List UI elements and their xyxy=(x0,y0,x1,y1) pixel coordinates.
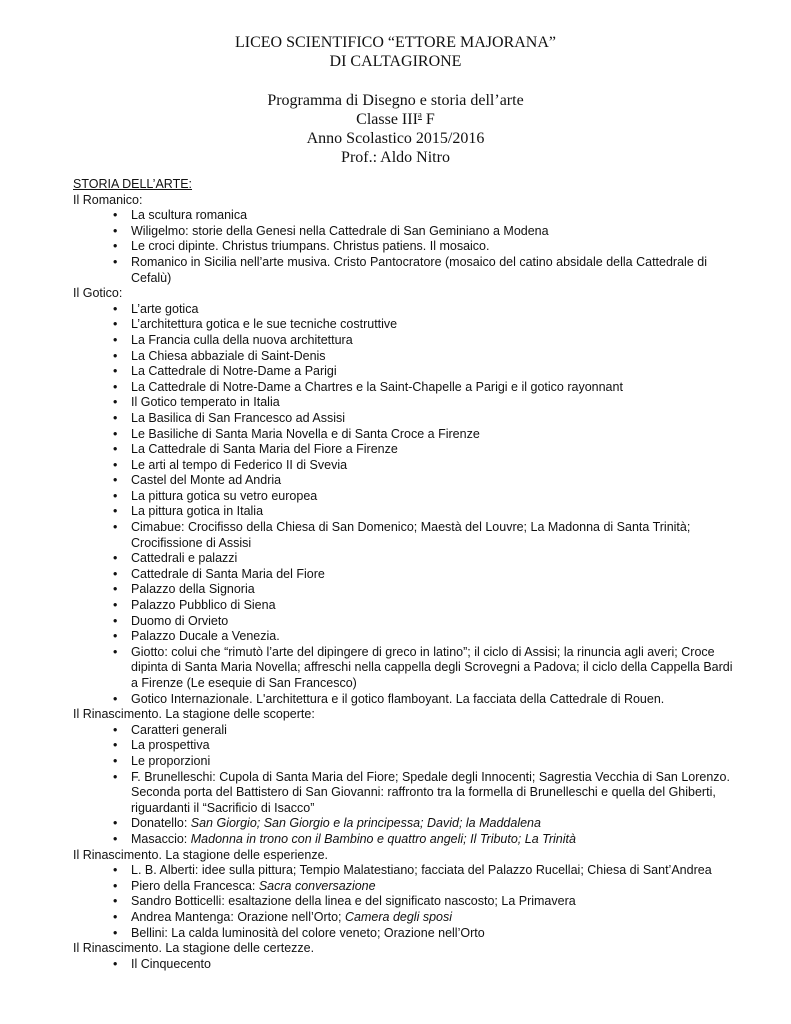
bullet-icon: • xyxy=(113,457,118,472)
list-item: • Castel del Monte ad Andria xyxy=(113,473,282,488)
bullet-icon: • xyxy=(113,208,118,223)
list-item: • Le Basiliche di Santa Maria Novella e di Santa Croce a Firenze xyxy=(113,426,480,441)
list-item: • La Cattedrale di Santa Maria del Fiore a Firenze xyxy=(113,442,398,457)
class-line xyxy=(0,110,791,129)
list-item: • La prospettiva xyxy=(113,738,210,753)
class-superscript: a xyxy=(417,109,422,120)
bullet-icon: • xyxy=(113,909,118,924)
bullet-icon: • xyxy=(113,254,118,269)
group-title-gotico: Il Gotico: xyxy=(73,286,123,301)
document-header xyxy=(0,33,791,167)
list-item: • Cattedrale di Santa Maria del Fiore xyxy=(113,566,325,581)
class-suffix: F xyxy=(421,111,435,128)
list-item: • Le proporzioni xyxy=(113,753,211,768)
list-rinascimento-certezze xyxy=(73,957,733,973)
bullet-icon: • xyxy=(113,332,118,347)
list-item: • La Cattedrale di Notre-Dame a Parigi xyxy=(113,364,337,379)
bullet-icon: • xyxy=(113,504,118,519)
bullet-icon: • xyxy=(113,753,118,768)
bullet-icon: • xyxy=(113,598,118,613)
bullet-icon: • xyxy=(113,722,118,737)
bullet-icon: • xyxy=(113,364,118,379)
list-item: • La Francia culla della nuova architettura xyxy=(113,332,353,347)
bullet-icon: • xyxy=(113,613,118,628)
list-rinascimento-scoperte xyxy=(73,723,733,848)
list-item: • Le arti al tempo di Federico II di Svevia xyxy=(113,457,348,472)
professor: Prof.: Aldo Nitro xyxy=(341,149,450,166)
bullet-icon: • xyxy=(113,473,118,488)
bullet-icon: • xyxy=(113,379,118,394)
school-year: Anno Scolastico 2015/2016 xyxy=(306,130,485,147)
bullet-icon: • xyxy=(113,582,118,597)
list-item: • L’architettura gotica e le sue tecniche costruttive xyxy=(113,317,398,332)
bullet-icon: • xyxy=(113,223,118,238)
list-item: • Il Cinquecento xyxy=(113,956,211,971)
list-romanico xyxy=(73,208,733,286)
list-item: • Duomo di Orvieto xyxy=(113,613,229,628)
list-item: • Sandro Botticelli: esaltazione della linea e del significato nascosto; La Primavera xyxy=(113,894,576,909)
bullet-icon: • xyxy=(113,691,118,706)
bullet-icon: • xyxy=(113,426,118,441)
bullet-icon: • xyxy=(113,816,118,831)
school-name: LICEO SCIENTIFICO “ETTORE MAJORANA” xyxy=(234,34,556,51)
bullet-icon: • xyxy=(113,769,118,784)
bullet-icon: • xyxy=(113,925,118,940)
list-item: • Gotico Internazionale. L'architettura e il gotico flamboyant. La facciata della Cattedrale di Rouen. xyxy=(113,691,665,706)
bullet-icon: • xyxy=(113,566,118,581)
bullet-icon: • xyxy=(113,410,118,425)
bullet-icon: • xyxy=(113,442,118,457)
list-item: • Bellini: La calda luminosità del colore veneto; Orazione nell’Orto xyxy=(113,925,485,940)
bullet-icon: • xyxy=(113,348,118,363)
bullet-icon: • xyxy=(113,551,118,566)
list-item: • Cattedrali e palazzi xyxy=(113,551,238,566)
bullet-icon: • xyxy=(113,239,118,254)
list-item: • La scultura romanica xyxy=(113,208,248,223)
list-item: • L’arte gotica xyxy=(113,301,199,316)
group-title-rinascimento-scoperte: Il Rinascimento. La stagione delle scoperte: xyxy=(73,707,315,722)
bullet-icon: • xyxy=(113,488,118,503)
list-item: • Palazzo della Signoria xyxy=(113,582,255,597)
list-item: • L. B. Alberti: idee sulla pittura; Tempio Malatestiano; facciata del Palazzo Rucellai; Chiesa di Sant’Andrea xyxy=(113,863,712,878)
class-prefix: Classe III xyxy=(356,111,418,128)
group-title-romanico: Il Romanico: xyxy=(73,192,143,207)
list-item: • Donatello: San Giorgio; San Giorgio e la principessa; David; la Maddalena xyxy=(113,816,541,831)
section-title: STORIA DELL’ARTE: xyxy=(73,177,193,191)
list-item: • Caratteri generali xyxy=(113,722,227,737)
list-item: • La Chiesa abbaziale di Saint-Denis xyxy=(113,348,326,363)
bullet-icon: • xyxy=(113,395,118,410)
group-title-rinascimento-esperienze: Il Rinascimento. La stagione delle esperienze. xyxy=(73,847,329,862)
list-item: • Giotto: colui che “rimutò l’arte del dipingere di greco in latino”; il ciclo di Assisi; la rinuncia agli averi; Croce dipinta di Santa Maria Novella; affreschi nella cappella degli Scrovegni a Padova; il ciclo della Cappella Bardi a Firenze (Le esequie di San Francesco) xyxy=(113,644,733,690)
school-city: DI CALTAGIRONE xyxy=(329,53,462,70)
bullet-icon: • xyxy=(113,629,118,644)
program-title: Programma di Disegno e storia dell’arte xyxy=(267,92,524,109)
bullet-icon: • xyxy=(113,317,118,332)
bullet-icon: • xyxy=(113,956,118,971)
bullet-icon: • xyxy=(113,863,118,878)
bullet-icon: • xyxy=(113,738,118,753)
list-item: • Romanico in Sicilia nell’arte musiva. Cristo Pantocratore (mosaico del catino absidale della Cattedrale di Cefalù) xyxy=(113,254,707,285)
list-item: • Cimabue: Crocifisso della Chiesa di San Domenico; Maestà del Louvre; La Madonna di Santa Trinità; Crocifissione di Assisi xyxy=(113,520,691,550)
list-gotico xyxy=(73,302,733,707)
list-item: • Palazzo Ducale a Venezia. xyxy=(113,629,280,644)
list-item: • Palazzo Pubblico di Siena xyxy=(113,598,276,613)
bullet-icon: • xyxy=(113,878,118,893)
list-item: • La pittura gotica su vetro europea xyxy=(113,488,318,503)
document-body xyxy=(73,177,733,972)
list-item: • Andrea Mantenga: Orazione nell’Orto; Camera degli sposi xyxy=(113,909,453,924)
group-title-rinascimento-certezze: Il Rinascimento. La stagione delle certezze. xyxy=(73,941,315,956)
bullet-icon: • xyxy=(113,301,118,316)
list-item: • Il Gotico temperato in Italia xyxy=(113,395,280,410)
list-item: • Wiligelmo: storie della Genesi nella Cattedrale di San Geminiano a Modena xyxy=(113,223,549,238)
list-item: • Le croci dipinte. Christus triumpans. Christus patiens. Il mosaico. xyxy=(113,239,490,254)
bullet-icon: • xyxy=(113,520,118,535)
list-item: • Masaccio: Madonna in trono con il Bambino e quattro angeli; Il Tributo; La Trinità xyxy=(113,831,576,846)
list-item: • La Cattedrale di Notre-Dame a Chartres e la Saint-Chapelle a Parigi e il gotico rayonnant xyxy=(113,379,623,394)
bullet-icon: • xyxy=(113,831,118,846)
bullet-icon: • xyxy=(113,644,118,659)
list-item: • La pittura gotica in Italia xyxy=(113,504,264,519)
bullet-icon: • xyxy=(113,894,118,909)
list-item: • La Basilica di San Francesco ad Assisi xyxy=(113,410,345,425)
list-item: • Piero della Francesca: Sacra conversazione xyxy=(113,878,376,893)
list-rinascimento-esperienze xyxy=(73,863,733,941)
list-item: • F. Brunelleschi: Cupola di Santa Maria del Fiore; Spedale degli Innocenti; Sagrestia Vecchia di San Lorenzo. Seconda porta del Battistero di San Giovanni: raffronto tra la formella di Brunelleschi e quella del Ghiberti, riguardanti il “Sacrificio di Isacco” xyxy=(113,769,730,815)
